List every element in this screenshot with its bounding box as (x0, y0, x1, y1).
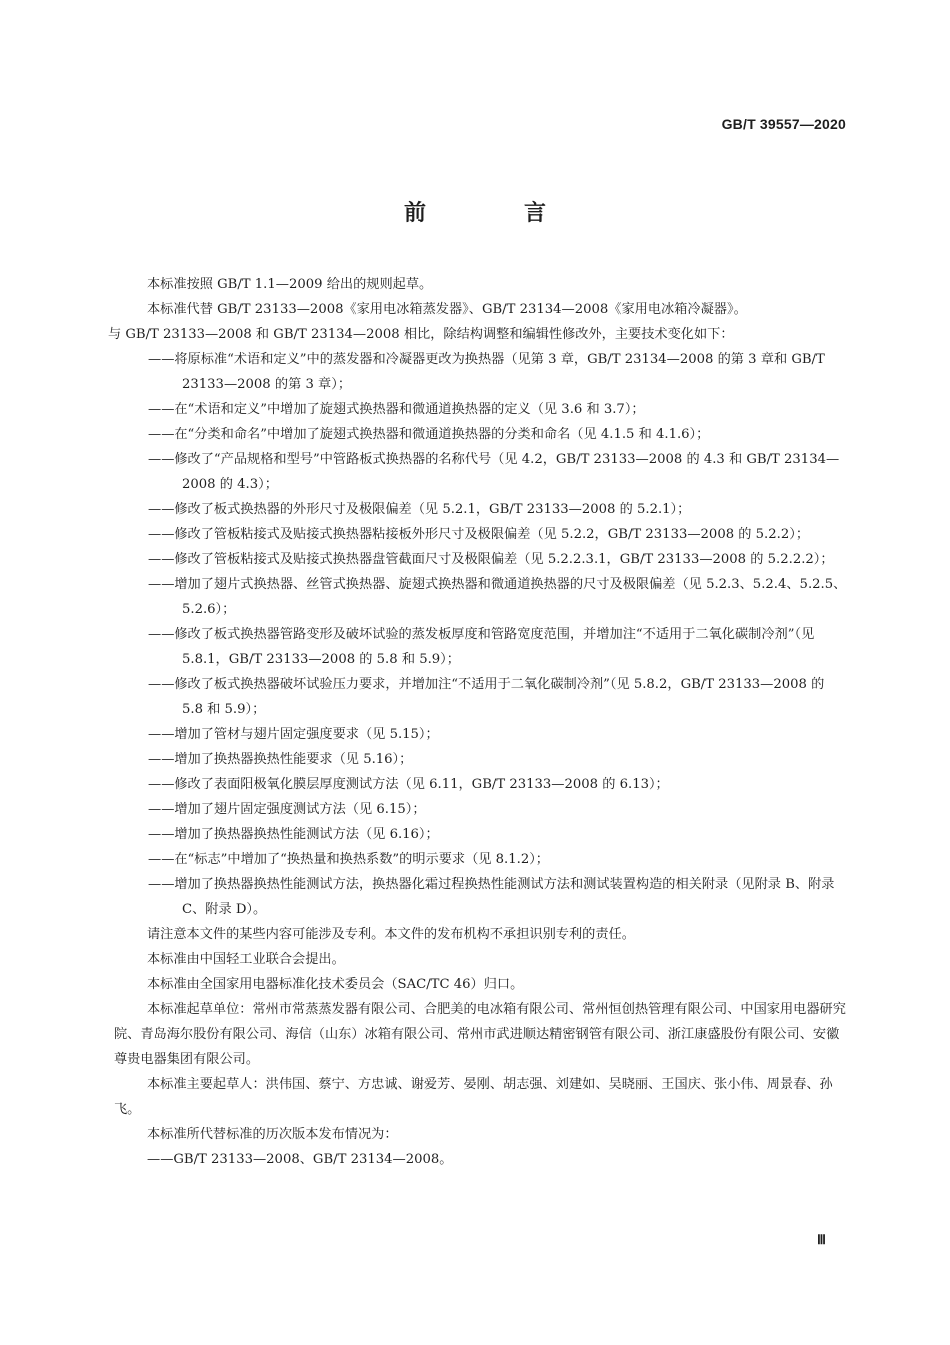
change-item: ——修改了管板粘接式及贴接式换热器粘接板外形尺寸及极限偏差（见 5.2.2，GB/T 23133—2008 的 5.2.2）； (148, 527, 810, 542)
paragraph: 本标准由全国家用电器标准化技术委员会（SAC/TC 46）归口。 (147, 977, 524, 992)
change-item: ——修改了板式换热器破坏试验压力要求，并增加注“不适用于二氧化碳制冷剂”（见 5.8.2，GB/T 23133—2008 的 5.8 和 5.9）； (148, 677, 825, 717)
change-item: ——修改了“产品规格和型号”中管路板式换热器的名称代号（见 4.2，GB/T 23133—2008 的 4.3 和 GB/T 23134—2008 的 4.3）； (148, 452, 840, 492)
change-item: ——修改了表面阳极氧化膜层厚度测试方法（见 6.11，GB/T 23133—2008 的 6.13）； (148, 777, 669, 792)
change-item: ——在“标志”中增加了“换热量和换热系数”的明示要求（见 8.1.2）； (148, 852, 549, 867)
page-title: 前 言 (403, 201, 584, 226)
change-item: ——修改了管板粘接式及贴接式换热器盘管截面尺寸及极限偏差（见 5.2.2.3.1，GB/T 23133—2008 的 5.2.2.2）； (148, 552, 834, 567)
paragraph: 本标准代替 GB/T 23133—2008《家用电冰箱蒸发器》、GB/T 23134—2008《家用电冰箱冷凝器》。 (147, 302, 747, 317)
paragraph: 与 GB/T 23133—2008 和 GB/T 23134—2008 相比，除结构调整和编辑性修改外，主要技术变化如下： (108, 327, 734, 342)
paragraph: 本标准所代替标准的历次版本发布情况为： (147, 1127, 398, 1142)
page-number: Ⅲ (817, 1232, 826, 1247)
change-item: ——将原标准“术语和定义”中的蒸发器和冷凝器更改为换热器（见第 3 章，GB/T 23134—2008 的第 3 章和 GB/T 23133—2008 的第 3 章）； (148, 352, 825, 392)
change-item: ——增加了换热器换热性能测试方法（见 6.16）； (148, 827, 439, 842)
change-item: ——增加了翅片式换热器、丝管式换热器、旋翅式换热器和微通道换热器的尺寸及极限偏差（见 5.2.3、5.2.4、5.2.5、5.2.6）； (148, 577, 847, 617)
change-item: ——修改了板式换热器管路变形及破坏试验的蒸发板厚度和管路宽度范围，并增加注“不适用于二氧化碳制冷剂”（见 5.8.1，GB/T 23133—2008 的 5.8 和 5.9）； (148, 627, 815, 667)
document-body (108, 272, 848, 1172)
change-item: ——在“术语和定义”中增加了旋翅式换热器和微通道换热器的定义（见 3.6 和 3.7）； (148, 402, 645, 417)
paragraph: 请注意本文件的某些内容可能涉及专利。本文件的发布机构不承担识别专利的责任。 (147, 927, 635, 942)
change-item: ——增加了管材与翅片固定强度要求（见 5.15）； (148, 727, 439, 742)
paragraph: 本标准由中国轻工业联合会提出。 (147, 952, 345, 967)
paragraph: 本标准主要起草人：洪伟国、蔡宁、方忠诚、谢爱芳、晏刚、胡志强、刘建如、吴晓丽、王国庆、张小伟、周景春、孙飞。 (114, 1077, 833, 1117)
change-item: ——在“分类和命名”中增加了旋翅式换热器和微通道换热器的分类和命名（见 4.1.5 和 4.1.6）； (148, 427, 710, 442)
change-item: ——增加了翅片固定强度测试方法（见 6.15）； (148, 802, 426, 817)
standard-code: GB/T 39557—2020 (721, 116, 846, 132)
paragraph: 本标准按照 GB/T 1.1—2009 给出的规则起草。 (147, 277, 433, 292)
change-item: ——修改了板式换热器的外形尺寸及极限偏差（见 5.2.1，GB/T 23133—2008 的 5.2.1）； (148, 502, 691, 517)
paragraph: 本标准起草单位：常州市常蒸蒸发器有限公司、合肥美的电冰箱有限公司、常州恒创热管理有限公司、中国家用电器研究院、青岛海尔股份有限公司、海信（山东）冰箱有限公司、常州市武进顺达精密钢管有限公司、浙江康盛股份有限公司、安徽尊贵电器集团有限公司。 (114, 1002, 846, 1067)
history-item: ——GB/T 23133—2008、GB/T 23134—2008。 (147, 1152, 453, 1167)
change-item: ——增加了换热器换热性能测试方法，换热器化霜过程换热性能测试方法和测试装置构造的相关附录（见附录 B、附录 C、附录 D）。 (148, 877, 835, 917)
change-item: ——增加了换热器换热性能要求（见 5.16）； (148, 752, 413, 767)
